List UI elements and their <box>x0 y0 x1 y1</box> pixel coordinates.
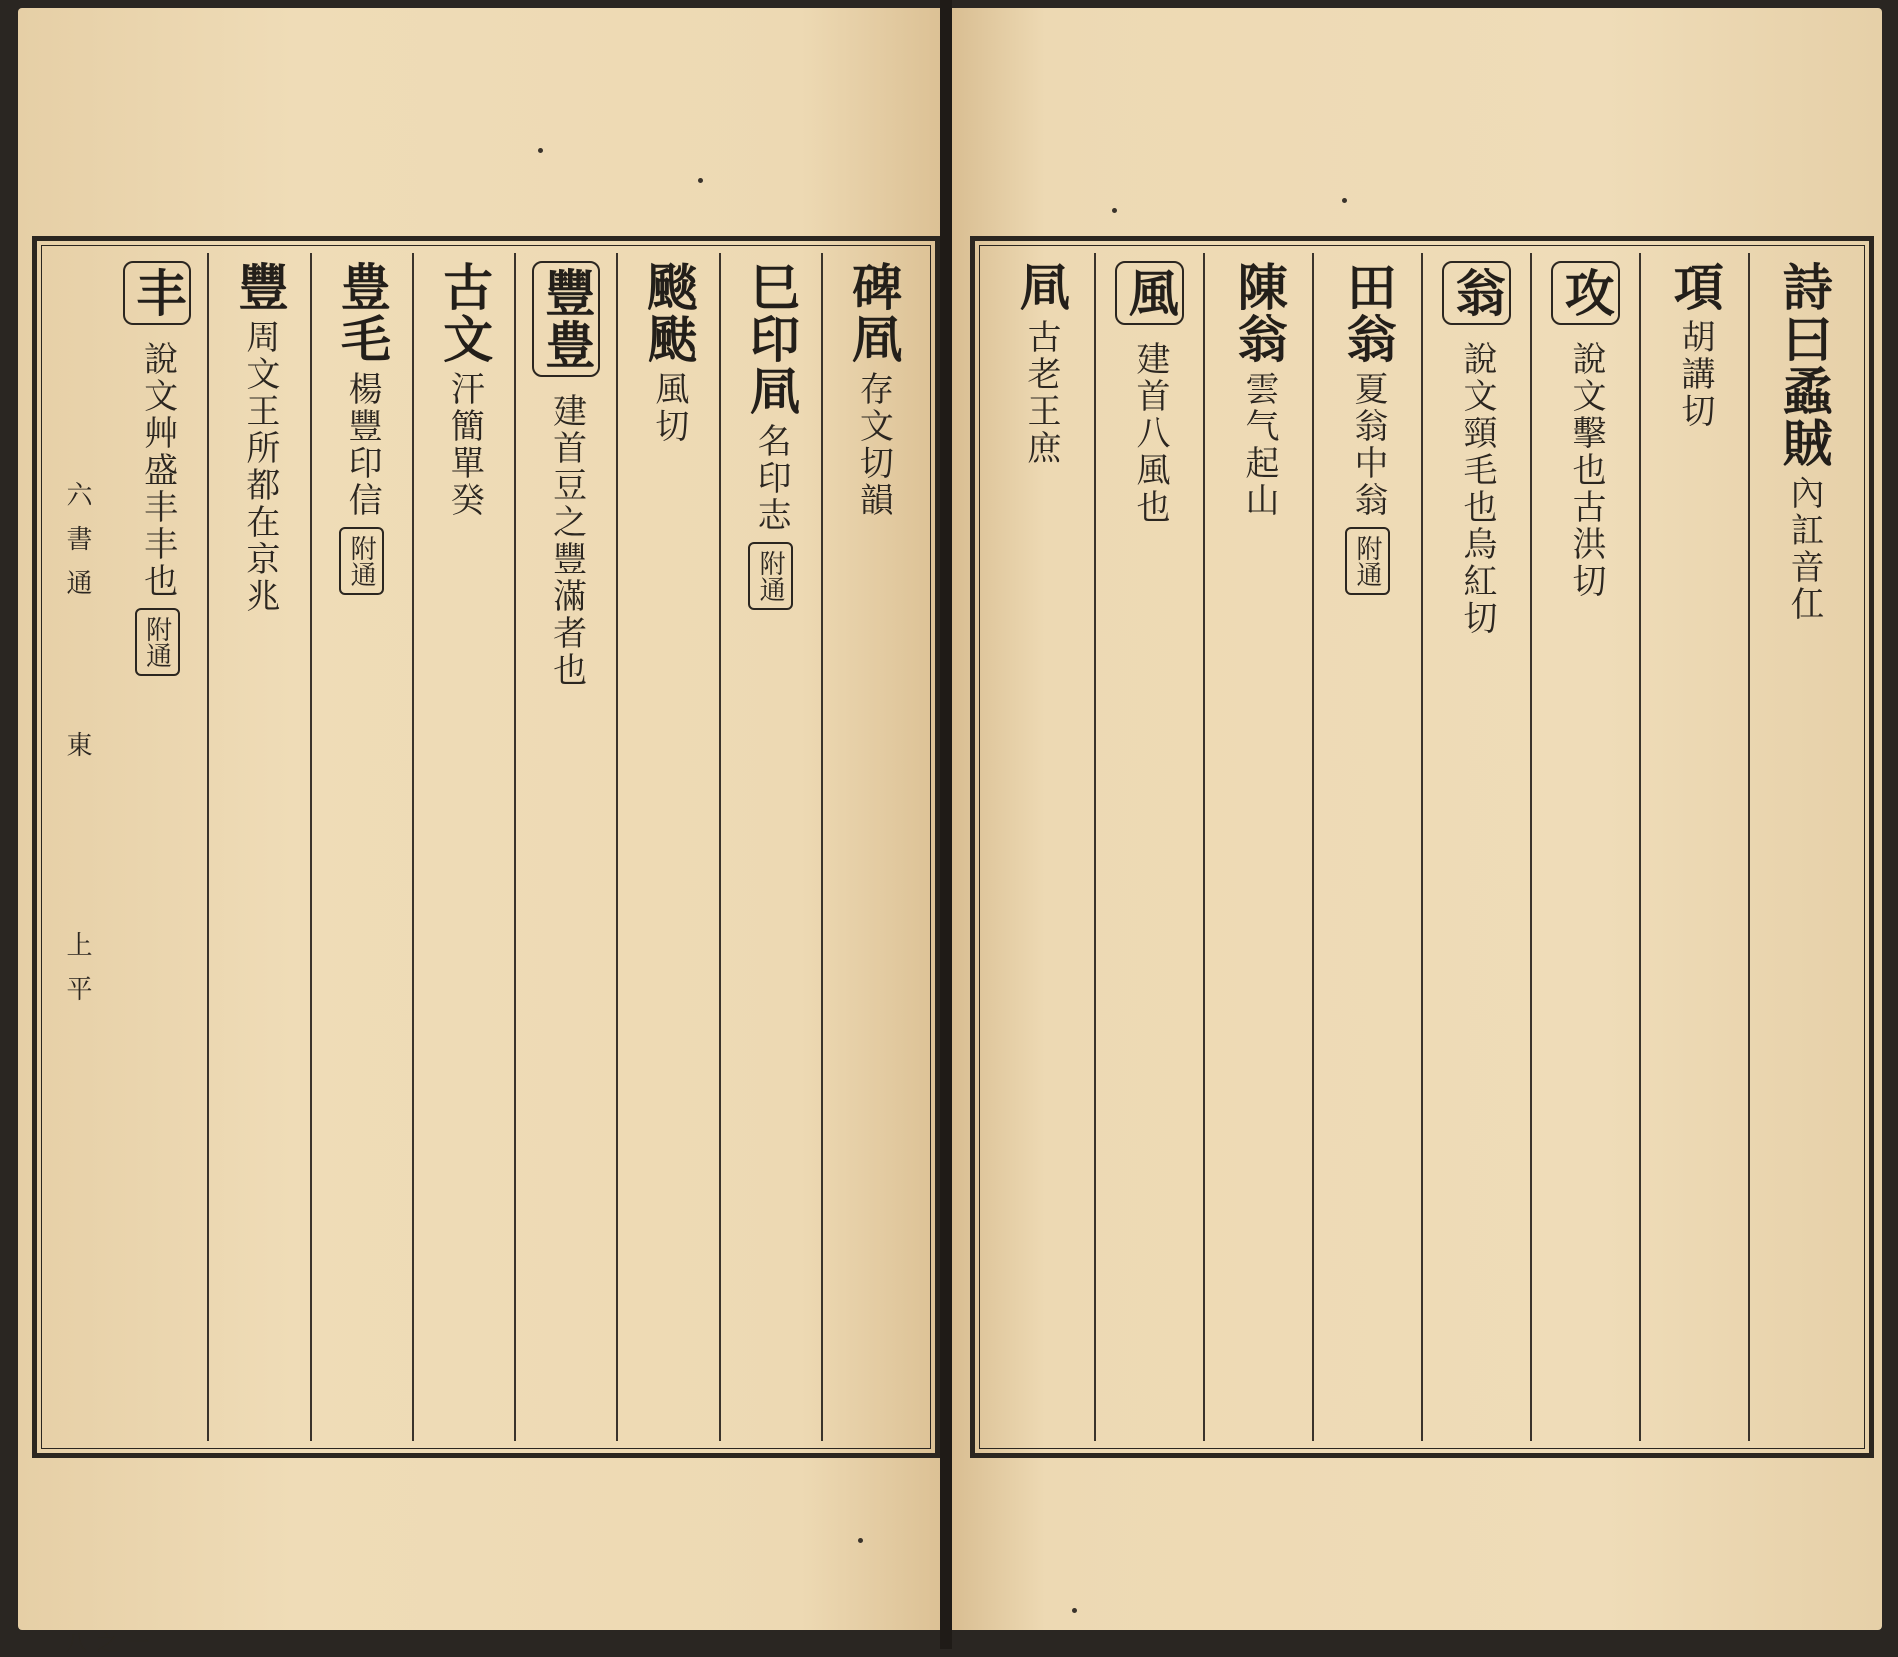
text-column <box>1094 253 1203 1441</box>
text-column <box>1312 253 1421 1441</box>
running-title: 六書通 <box>62 481 92 613</box>
gloss: 胡講切 <box>1675 319 1716 430</box>
rhyme-label: 東 <box>62 731 92 775</box>
text-column <box>514 253 616 1441</box>
entry-head: 丰 <box>123 261 192 325</box>
seal-head: 項 <box>1665 261 1725 313</box>
paper-speck <box>1342 198 1347 203</box>
right-columns <box>987 253 1857 1441</box>
gloss: 風切 <box>648 371 689 445</box>
seal-head: 陳翁 <box>1229 261 1289 365</box>
gloss: 周文王所都在京兆 <box>239 319 280 615</box>
text-column <box>310 253 412 1441</box>
text-column <box>821 253 923 1441</box>
gloss: 名印志 <box>751 423 792 534</box>
appendix-tag: 附通 <box>135 608 180 676</box>
paper-speck <box>698 178 703 183</box>
seal-head: 豊毛 <box>332 261 392 365</box>
seal-head: 巳印凬 <box>741 261 801 417</box>
gloss: 說文頸毛也烏紅切 <box>1457 341 1498 637</box>
text-column <box>1530 253 1639 1441</box>
right-page <box>952 8 1882 1630</box>
text-column <box>412 253 514 1441</box>
text-column <box>207 253 309 1441</box>
entry-head: 風 <box>1115 261 1184 325</box>
volume-label: 上平 <box>62 931 92 1019</box>
entry-head: 翁 <box>1442 261 1511 325</box>
appendix-tag: 附通 <box>748 542 793 610</box>
paper-speck <box>1072 1608 1077 1613</box>
text-column <box>1421 253 1530 1441</box>
appendix-tag: 附通 <box>339 527 384 595</box>
text-column <box>107 253 207 1441</box>
gloss: 建首豆之豐滿者也 <box>546 393 587 689</box>
appendix-tag: 附通 <box>1345 527 1390 595</box>
text-column <box>1748 253 1857 1441</box>
paper-speck <box>1112 208 1117 213</box>
gloss: 存文切韻 <box>853 371 894 519</box>
gloss: 雲气起山 <box>1239 371 1280 519</box>
left-columns <box>107 253 923 1441</box>
leaf-number: 一之八 <box>62 1631 149 1657</box>
gloss: 汗簡單癸 <box>444 371 485 519</box>
text-column <box>987 253 1094 1441</box>
gloss: 說文擊也古洪切 <box>1566 341 1607 600</box>
gloss: 楊豐印信 <box>342 371 383 519</box>
book-spine <box>940 0 952 1649</box>
paper-speck <box>538 148 543 153</box>
text-column <box>1639 253 1748 1441</box>
gloss: 古老王庶 <box>1021 319 1062 467</box>
gloss: 夏翁中翁 <box>1348 371 1389 519</box>
paper-speck <box>858 1538 863 1543</box>
seal-head: 凬 <box>1011 261 1071 313</box>
seal-head: 詩曰蟊賊 <box>1774 261 1834 469</box>
gloss: 內訌音仜 <box>1784 475 1825 623</box>
text-column <box>616 253 718 1441</box>
seal-head: 颷颫 <box>639 261 699 365</box>
seal-head: 豐 <box>230 261 290 313</box>
seal-head: 古文 <box>435 261 495 365</box>
seal-head: 田翁 <box>1338 261 1398 365</box>
gloss: 建首八風也 <box>1130 341 1171 526</box>
entry-head: 攻 <box>1551 261 1620 325</box>
entry-head: 豐豊 <box>532 261 601 377</box>
text-column <box>719 253 821 1441</box>
text-column <box>1203 253 1312 1441</box>
right-text-frame <box>970 236 1874 1458</box>
left-text-frame <box>32 236 940 1657</box>
gloss: 說文艸盛丰丰也 <box>137 341 178 600</box>
seal-head: 碑凮 <box>844 261 904 365</box>
left-page <box>18 8 940 1657</box>
